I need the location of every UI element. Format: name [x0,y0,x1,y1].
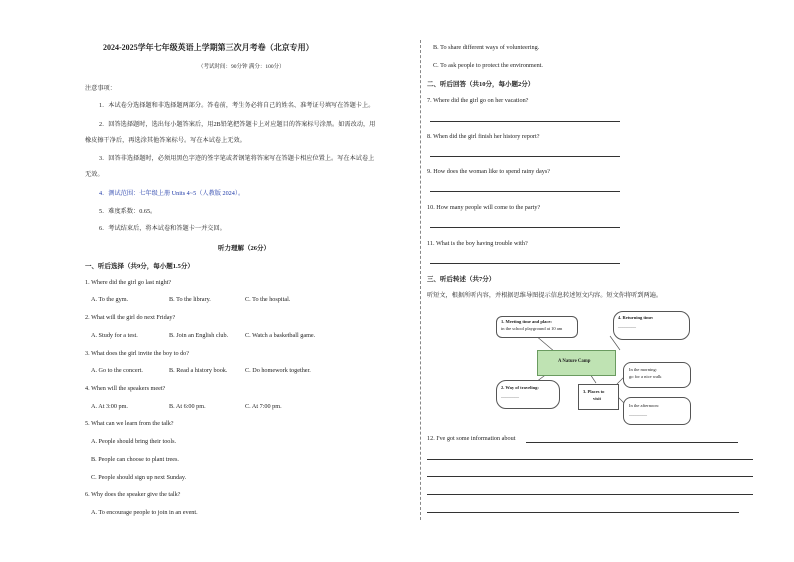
q3-option-c[interactable]: C. Do homework together. [245,367,311,374]
part1-heading: 一、听后选择（共9分，每小题1.5分） [85,263,194,270]
mindmap-box-morning-line1: In the morning: [629,367,657,372]
mindmap-box-afternoon-blank[interactable]: ________ [629,411,647,416]
q2-option-a[interactable]: A. Study for a test. [91,332,138,339]
mindmap-box-morning [623,362,691,388]
q6-stem: 6. Why does the speaker give the talk? [85,491,181,498]
notice-2a: 2．回答选择题时，选出每小题答案后，用2B铅笔把答题卡上对应题目的答案标号涂黑。如需改动，用 [99,121,376,128]
mindmap-box-returning [613,311,690,340]
mindmap-box-places-title2: visit [593,396,602,401]
notice-3b: 无效。 [85,171,104,178]
notice-4: 4．测试范围：七年级上册 Units 4~5（人教版 2024）。 [99,190,245,197]
notice-1: 1．本试卷分选择题和非选择题两部分。答卷前，考生务必将自己的姓名、准考证号填写在答题卡上。 [99,102,375,109]
q12-answer-line-0[interactable] [526,442,738,443]
q5-stem: 5. What can we learn from the talk? [85,420,174,427]
part3-instruction: 听短文，根据所听内容，并根据思维导图提示信息转述短文内容。短文你将听到两遍。 [427,292,663,299]
q5-option-c[interactable]: C. People should sign up next Sunday. [91,474,187,481]
q12-answer-line-2[interactable] [427,476,753,477]
q10-stem: 10. How many people will come to the party? [427,204,541,211]
q10-answer-line[interactable] [430,227,620,228]
mindmap-box-meeting-title: 1. Meeting time and place: [501,319,552,324]
part3-heading: 三、听后转述（共7分） [427,276,496,283]
q4-option-a[interactable]: A. At 3:00 pm. [91,403,128,410]
q5-option-a[interactable]: A. People should bring their tools. [91,438,177,445]
q11-stem: 11. What is the boy having trouble with? [427,240,528,247]
q12-answer-line-1[interactable] [427,459,753,460]
mindmap-box-travel-title: 2. Way of traveling: [501,385,539,390]
q3-option-a[interactable]: A. Go to the concert. [91,367,143,374]
q9-stem: 9. How does the woman like to spend rainy days? [427,168,551,175]
q5-option-b[interactable]: B. People can choose to plant trees. [91,456,179,463]
section-listening: 听力理解（26分） [218,245,270,252]
notice-heading: 注意事项： [85,85,116,92]
mindmap-box-travel-blank[interactable]: ________ [501,393,519,398]
q1-option-a[interactable]: A. To the gym. [91,296,129,303]
q8-answer-line[interactable] [430,156,620,157]
notice-5: 5．难度系数：0.65。 [99,208,157,215]
mindmap-center-label: A Nature Camp [558,359,591,364]
q4-option-c[interactable]: C. At 7:00 pm. [245,403,282,410]
notice-2b: 橡皮擦干净后，再选涂其他答案标号。写在本试卷上无效。 [85,137,246,144]
mindmap-center [537,350,616,376]
mindmap-box-meeting-text: in the school playground at 10 am [501,326,563,331]
q12-answer-line-4[interactable] [427,512,739,513]
q9-answer-line[interactable] [430,191,620,192]
q8-stem: 8. When did the girl finish her history report? [427,133,540,140]
mindmap-box-returning-title: 4. Returning time: [618,315,654,320]
q2-option-c[interactable]: C. Watch a basketball game. [245,332,316,339]
q1-option-c[interactable]: C. To the hospital. [245,296,291,303]
q7-stem: 7. Where did the girl go on her vacation? [427,97,529,104]
q1-option-b[interactable]: B. To the library. [169,296,211,303]
q2-option-b[interactable]: B. Join an English club. [169,332,229,339]
q2-stem: 2. What will the girl do next Friday? [85,314,176,321]
mindmap-box-morning-line2: go for a nice walk [629,374,662,379]
q3-option-b[interactable]: B. Read a history book. [169,367,228,374]
mindmap-box-travel [496,380,560,409]
column-divider [420,40,421,520]
q4-stem: 4. When will the speakers meet? [85,385,166,392]
mindmap-box-afternoon-line1: In the afternoon: [629,403,659,408]
mindmap-box-afternoon [623,397,691,425]
exam-info: （考试时间：90分钟 满分：100分） [198,64,285,70]
mindmap-box-places [578,384,619,410]
q12-answer-line-3[interactable] [427,494,753,495]
q4-option-b[interactable]: B. At 6:00 pm. [169,403,206,410]
mindmap-box-meeting [496,316,578,338]
q7-answer-line[interactable] [430,121,620,122]
q12-stem: 12. I've got some information about [427,435,516,442]
notice-3a: 3．回答非选择题时，必须用黑色字迹的签字笔或者钢笔将答案写在答题卡相应位置上。写在本试卷上 [99,155,375,162]
page-title: 2024-2025学年七年级英语上学期第三次月考卷（北京专用） [103,43,314,52]
q6-option-b[interactable]: B. To share different ways of volunteering. [433,44,540,51]
notice-6: 6．考试结束后，将本试卷和答题卡一并交回。 [99,225,226,232]
mindmap-box-places-title: 3. Places to [583,389,605,394]
q11-answer-line[interactable] [430,263,620,264]
q1-stem: 1. Where did the girl go last night? [85,279,172,286]
q6-option-a[interactable]: A. To encourage people to join in an event. [91,509,198,516]
mindmap-box-returning-blank[interactable]: ________ [618,323,636,328]
part2-heading: 二、听后回答（共10分，每小题2分） [427,81,535,88]
q6-option-c[interactable]: C. To ask people to protect the environment. [433,62,543,69]
q3-stem: 3. What does the girl invite the boy to do? [85,350,190,357]
